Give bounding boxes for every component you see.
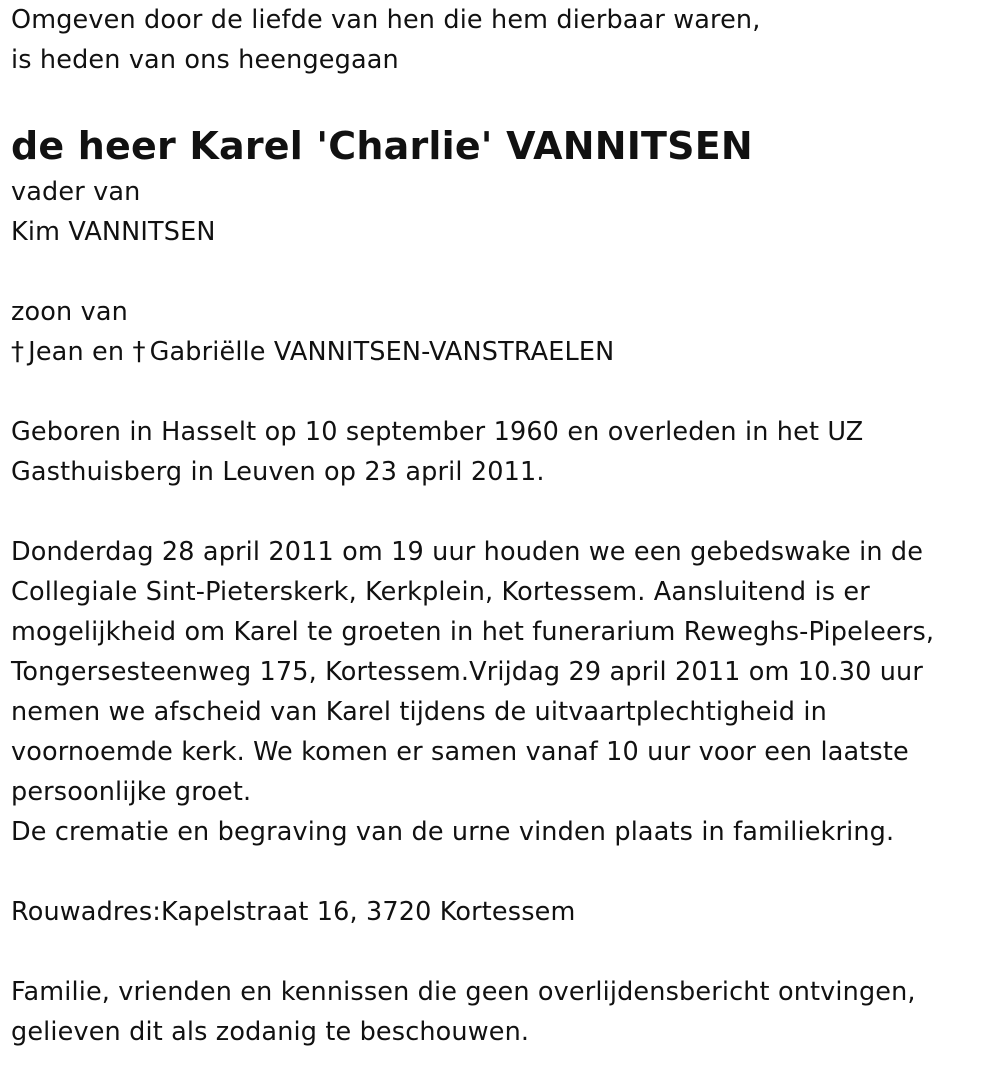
ceremony-line: Tongersesteenweg 175, Kortessem.Vrijdag 29 april 2011 om 10.30 uur: [11, 657, 923, 687]
father-name: Jean en: [28, 337, 125, 367]
intro-line-1: Omgeven door de liefde van hen die hem dierbaar waren,: [11, 5, 761, 35]
spacer: [11, 492, 986, 532]
parents-line: [11, 332, 986, 372]
closing-line-2: gelieven dit als zodanig te beschouwen.: [11, 1017, 530, 1047]
ceremony-line: mogelijkheid om Karel te groeten in het funerarium Reweghs-Pipeleers,: [11, 617, 935, 647]
ceremony-line: persoonlijke groet.: [11, 777, 252, 807]
mourning-address: Rouwadres:Kapelstraat 16, 3720 Kortessem: [11, 897, 576, 927]
mother-name: Gabriëlle VANNITSEN-VANSTRAELEN: [149, 337, 615, 367]
ceremony-line: Donderdag 28 april 2011 om 19 uur houden we een gebedswake in de: [11, 537, 924, 567]
spacer: [11, 852, 986, 892]
spacer: [11, 252, 986, 292]
child-name: Kim VANNITSEN: [11, 217, 216, 247]
cremation-line: De crematie en begraving van de urne vinden plaats in familiekring.: [11, 817, 895, 847]
spacer: [11, 80, 986, 120]
birth-death-line-1: Geboren in Hasselt op 10 september 1960 en overleden in het UZ: [11, 417, 864, 447]
ceremony-line: Collegiale Sint-Pieterskerk, Kerkplein, Kortessem. Aansluitend is er: [11, 577, 870, 607]
deceased-name: de heer Karel 'Charlie' VANNITSEN: [11, 124, 753, 168]
spacer: [11, 372, 986, 412]
cross-icon: †: [11, 337, 25, 367]
closing-line-1: Familie, vrienden en kennissen die geen overlijdensbericht ontvingen,: [11, 977, 916, 1007]
spacer: [11, 932, 986, 972]
death-notice: [11, 0, 986, 1052]
cross-icon: †: [132, 337, 146, 367]
father-of-label: vader van: [11, 177, 141, 207]
ceremony-line: voornoemde kerk. We komen er samen vanaf 10 uur voor een laatste: [11, 737, 909, 767]
son-of-label: zoon van: [11, 297, 128, 327]
intro-line-2: is heden van ons heengegaan: [11, 45, 399, 75]
birth-death-line-2: Gasthuisberg in Leuven op 23 april 2011.: [11, 457, 545, 487]
ceremony-line: nemen we afscheid van Karel tijdens de uitvaartplechtigheid in: [11, 697, 827, 727]
